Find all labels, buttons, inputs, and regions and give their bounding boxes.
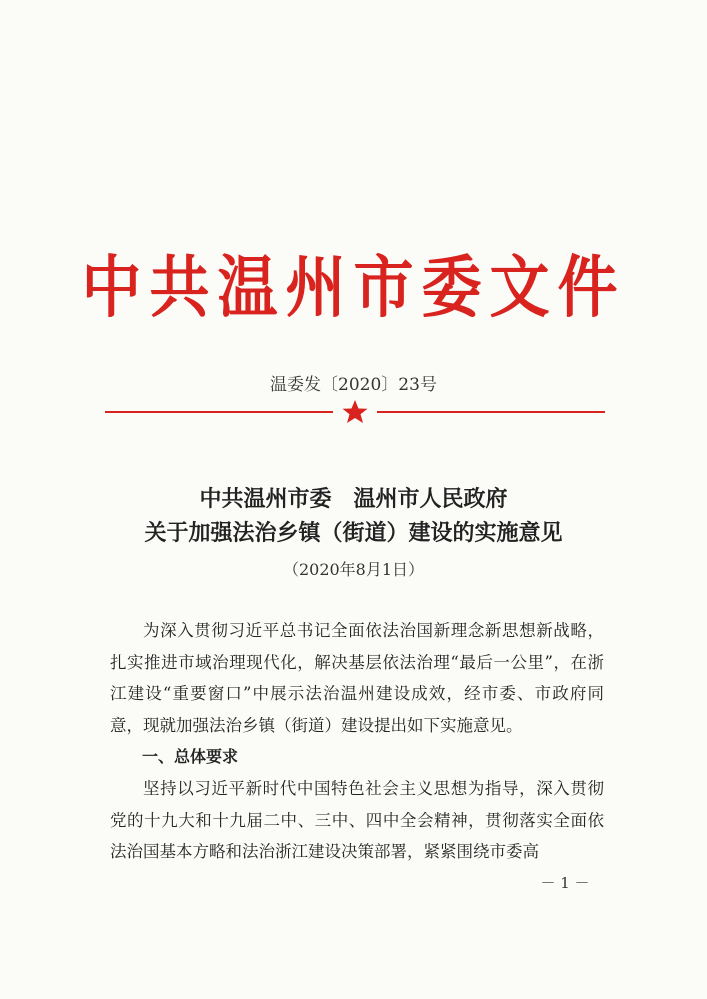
document-number: 温委发〔2020〕23号 [270, 375, 437, 395]
document-date: （2020年8月1日） [282, 560, 425, 579]
section-heading-1: 一、总体要求 [142, 747, 239, 767]
document-title-line-1: 中共温州市委 温州市人民政府 [199, 486, 508, 512]
red-star-icon [343, 400, 368, 423]
body-paragraph-2: 坚持以习近平新时代中国特色社会主义思想为指导，深入贯彻党的十九大和十九届二中、三中、四中全会精神，贯彻落实全面依法治国基本方略和法治浙江建设决策部署，紧紧围绕市委高 [110, 778, 604, 862]
body-paragraph-1: 为深入贯彻习近平总书记全面依法治国新理念新思想新战略，扎实推进市域治理现代化，解决基层依法治理“最后一公里”，在浙江建设“重要窗口”中展示法治温州建设成效，经市委、市政府同意，现就加强法治乡镇（街道）建设提出如下实施意见。 [110, 621, 604, 735]
document-body [110, 615, 604, 868]
document-masthead: 中共温州市委文件 [81, 248, 626, 328]
document-title-line-2: 关于加强法治乡镇（街道）建设的实施意见 [144, 520, 563, 546]
red-rule-with-star [105, 397, 605, 427]
page-number: － 1 － [540, 874, 590, 892]
